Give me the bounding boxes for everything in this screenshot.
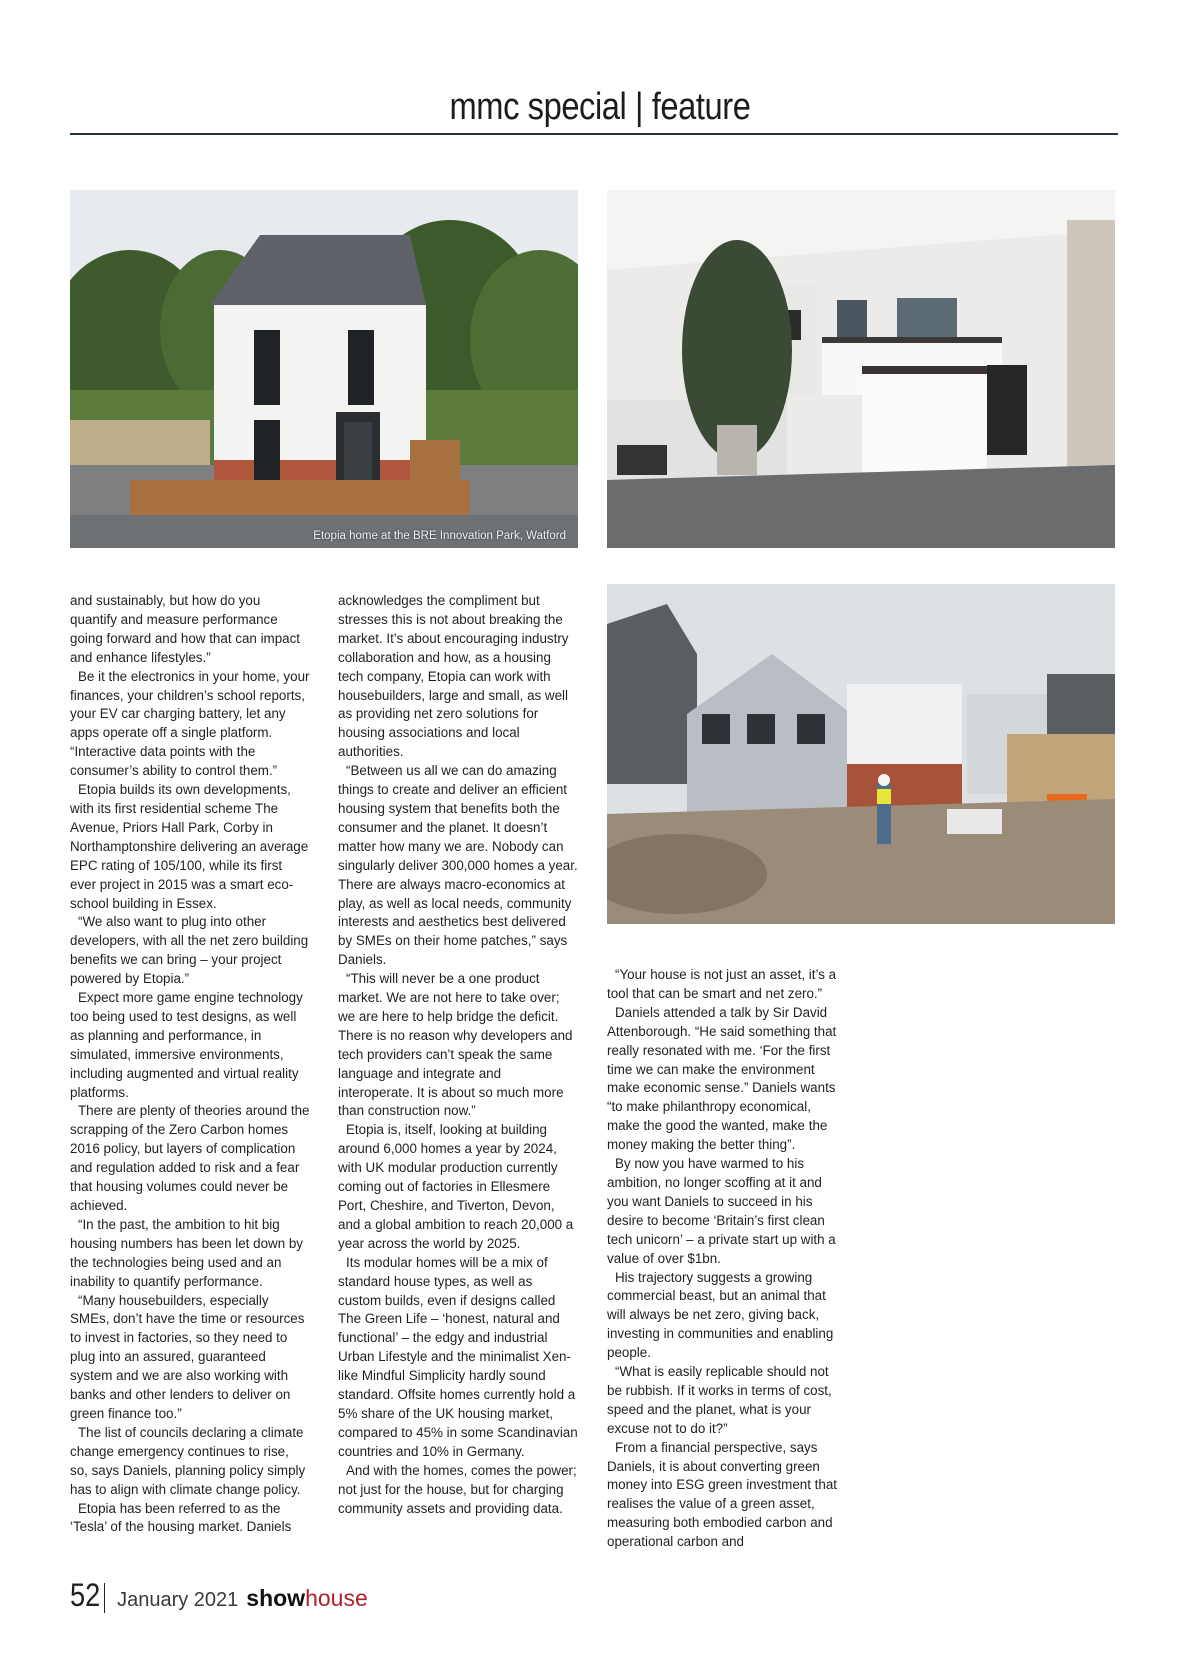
photo-caption: Etopia home at the BRE Innovation Park, Watford — [313, 530, 566, 542]
page-number: 52 — [70, 1577, 101, 1613]
paragraph: Etopia builds its own developments, with its first residential scheme The Avenue, Priors Hall Park, Corby in Northamptonshire delivering an average EPC rating of 105/100, while its first ever project in 2015 was a smart eco-school building in Essex. — [70, 782, 309, 911]
paragraph: From a financial perspective, says Daniels, it is about converting green money into ESG green investment that realises the value of a green asset, measuring both embodied carbon and operational carbon and — [607, 1439, 837, 1550]
paragraph: Etopia is, itself, looking at building around 6,000 homes a year by 2024, with UK modular production currently coming out of factories in Ellesmere Port, Cheshire, and Tiverton, Devon, and a global ambition to reach 20,000 a year across the world by 2025. — [338, 1122, 574, 1251]
text-column-3 — [607, 966, 847, 1552]
paragraph: And with the homes, comes the power; not just for the house, but for charging community assets and providing data. — [338, 1462, 577, 1516]
paragraph: Etopia has been referred to as the ‘Tesla’ of the housing market. Daniels — [70, 1500, 292, 1535]
paragraph: Its modular homes will be a mix of standard house types, as well as custom builds, even if designs called The Green Life – ‘honest, natural and functional’ – the edgy and industrial Urban Lifestyle and the minimalist Xen-like Mindful Simplicity hardly sound standard. Offsite homes currently hold a 5% share of the UK housing market, compared to 45% in some Scandinavian countries and 10% in Germany. — [338, 1254, 578, 1459]
paragraph: There are plenty of theories around the scrapping of the Zero Carbon homes 2016 policy, but layers of complication and regulation added to risk and a fear that housing volumes could never be achieved. — [70, 1103, 310, 1213]
text-column-1 — [70, 592, 310, 1537]
page-footer — [70, 1577, 368, 1617]
paragraph: “What is easily replicable should not be rubbish. If it works in terms of cost, speed and the planet, what is your excuse not to do it?” — [607, 1364, 832, 1436]
header-divider — [70, 133, 1118, 135]
paragraph: acknowledges the compliment but stresses this is not about breaking the market. It’s about encouraging industry collaboration and how, as a housing tech company, Etopia can work with housebuilders, large and small, as well as providing net zero solutions for housing associations and local authorities. — [338, 593, 569, 760]
paragraph: “Many housebuilders, especially SMEs, don’t have the time or resources to invest in factories, so they need to plug into an assured, guaranteed system and we are also working with banks and other lenders to deliver on green finance too.” — [70, 1292, 305, 1421]
paragraph: Expect more game engine technology too being used to test designs, as well as planning and performance, in simulated, immersive environments, including augmented and virtual reality platforms. — [70, 990, 303, 1100]
photo-kitchen-interior — [607, 190, 1115, 548]
paragraph: “In the past, the ambition to hit big housing numbers has been let down by the technologies being used and an inability to quantify performance. — [70, 1216, 304, 1289]
paragraph: and sustainably, but how do you quantify and measure performance going forward and how that can impact and enhance lifestyles.” — [70, 593, 301, 665]
brand-logo-house: house — [305, 1585, 368, 1611]
issue-date: January 2021 — [117, 1589, 239, 1611]
photo-construction-site — [607, 584, 1115, 924]
paragraph: The list of councils declaring a climate change emergency continues to rise, so, says Daniels, planning policy simply has to align with climate change policy. — [70, 1424, 306, 1497]
photo-house-exterior — [70, 190, 578, 548]
paragraph: “Between us all we can do amazing things to create and deliver an efficient housing system that benefits both the consumer and the planet. It doesn’t matter how many we are. Nobody can singularly deliver 300,000 homes a year. There are always macro-economics at play, as well as local needs, community interests and aesthetics best delivered by SMEs on their home patches,” says Daniels. — [338, 763, 578, 968]
paragraph: By now you have warmed to his ambition, no longer scoffing at it and you want Daniels to succeed in his desire to become ‘Britain’s first clean tech unicorn’ – a private start up with a value of over $1bn. — [607, 1156, 836, 1266]
text-column-2 — [338, 592, 578, 1518]
paragraph: “This will never be a one product market. We are not here to take over; we are here to help bridge the deficit. There is no reason why developers and tech providers can’t speak the same language and integrate and interoperate. It is about so much more than construction now.” — [338, 971, 573, 1119]
paragraph: “We also want to plug into other developers, with all the net zero building benefits we can bring – your project powered by Etopia.” — [70, 914, 309, 987]
paragraph: His trajectory suggests a growing commercial beast, but an animal that will always be net zero, giving back, investing in communities and enabling people. — [607, 1269, 834, 1361]
paragraph: Daniels attended a talk by Sir David Attenborough. “He said something that really resonated with me. ‘For the first time we can make the environment make economic sense.” Daniels wants “to make philanthropy economical, make the good the wanted, make the money making the better thing”. — [607, 1004, 837, 1153]
paragraph: Be it the electronics in your home, your finances, your children’s school reports, your EV car charging battery, let any apps operate off a single platform. “Interactive data points with the consumer’s ability to control them.” — [70, 668, 310, 779]
brand-logo-show: show — [246, 1585, 306, 1611]
footer-divider — [104, 1583, 106, 1613]
page-title: mmc special | feature — [449, 86, 751, 128]
paragraph: “Your house is not just an asset, it’s a tool that can be smart and net zero.” — [607, 967, 837, 1001]
